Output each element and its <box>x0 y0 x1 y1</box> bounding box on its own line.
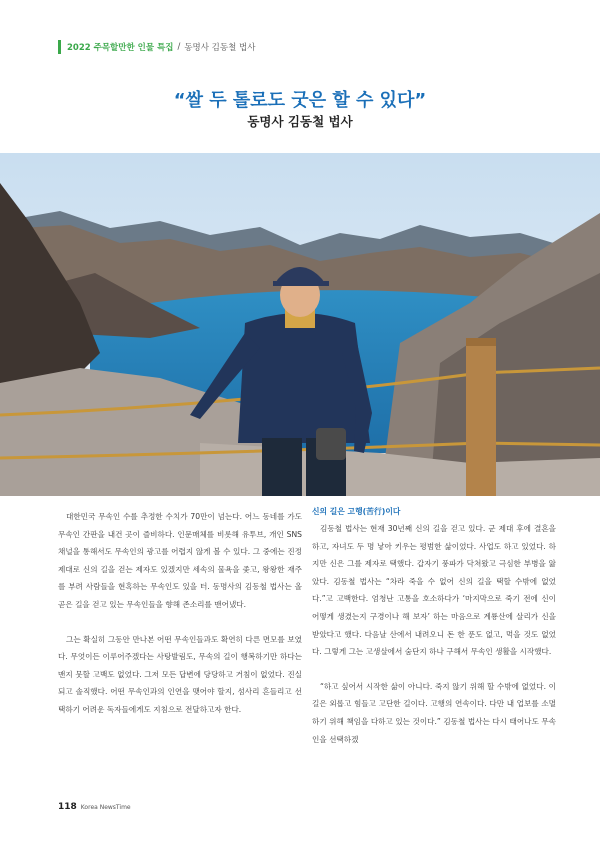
header-section-label: 2022 주목할만한 인물 특집 <box>67 43 174 53</box>
header-subject-label: 동명사 김동철 법사 <box>184 43 256 53</box>
section-heading: 신의 길은 고행(苦行)이다 <box>312 507 401 516</box>
right-paragraph: 김동철 법사는 현재 30년째 신의 길을 걷고 있다. 군 제대 후에 결혼을 하고, 자녀도 두 명 낳아 키우는 평범한 삶이었다. 사업도 하고 있었다. 하지만 신은 그를 제자로 택했다. 갑자기 풍파가 닥쳐왔고 극심한 부병을 앓았다. 김동철 법사는 “차라 죽을 수 없어 신의 길을 택할 수밖에 없었다.”고 고백한다. 엄청난 고통을 호소하다가 ‘마지막으로 죽기 전에 신이 어떻게 생겼는지 구경이나 해 보자’ 하는 마음으로 계룡산에 살리가 신을 받았다고 했다. 다음날 산에서 내려오니 돈 한 푼도 없고, 먹을 것도 없었다. 그렇게 그는 고생살에서 숨단지 하나 구해서 무속인 생활을 시작했다. <box>312 524 556 657</box>
left-paragraph: 대한민국 무속인 수를 추정한 수치가 70만이 넘는다. 어느 동네를 가도 무속인 간판을 내건 곳이 즐비하다. 인문매체를 비롯해 유투브, 개인 SNS채널을 통해서도 무속인의 광고를 어렵지 않게 볼 수 있다. 그 중에는 진정 제대로 신의 길을 걷는 제자도 있겠지만 세속의 물욕을 좇고, 왕왕한 재주를 부려 사람들을 현혹하는 무속인도 있을 터. 동명사의 김동철 법사는 올곧은 길을 걷고 있는 무속인들을 향해 존소리를 맨어냈다. <box>58 512 302 609</box>
page-number: 118 <box>58 802 77 812</box>
header-separator: / <box>177 42 181 52</box>
section-header <box>58 40 255 54</box>
hero-photo <box>0 153 600 496</box>
photo-illustration <box>0 153 600 496</box>
header-accent-bar <box>58 40 61 54</box>
article-title: “쌀 두 톨로도 굿은 할 수 있다” <box>173 90 427 111</box>
magazine-name: Korea NewsTime <box>80 804 131 811</box>
page-footer <box>58 802 131 812</box>
right-column <box>312 508 556 748</box>
left-column <box>58 508 302 719</box>
right-paragraph: “하고 싶어서 시작한 삶이 아니다. 죽지 않기 위해 할 수밖에 없었다. 이 길은 외롭고 힘들고 고단한 길이다. 고행의 연속이다. 다만 내 업보를 소멸하기 위해 책임을 다하고 있는 것이다.” 김동철 법사는 다시 태어나도 무속인을 선택하겠 <box>312 681 556 744</box>
left-paragraph: 그는 확실히 그동안 만나본 어떤 무속인들과도 확연히 다른 면모를 보였다. 무엇이든 이루어주겠다는 사탕발림도, 무속의 길이 행복하기만 하다는 맨지 뭇할 고백도 없었다. 그저 모든 답변에 당당하고 거침이 없었다. 진실 되고 솔직했다. 어떤 무속인과의 인연을 맺어야 할지, 섬사리 흔들리고 선택하기 어려운 독자들에게도 지침으로 전달하고자 한다. <box>58 634 302 714</box>
article-subtitle: 동명사 김동철 법사 <box>247 114 353 129</box>
